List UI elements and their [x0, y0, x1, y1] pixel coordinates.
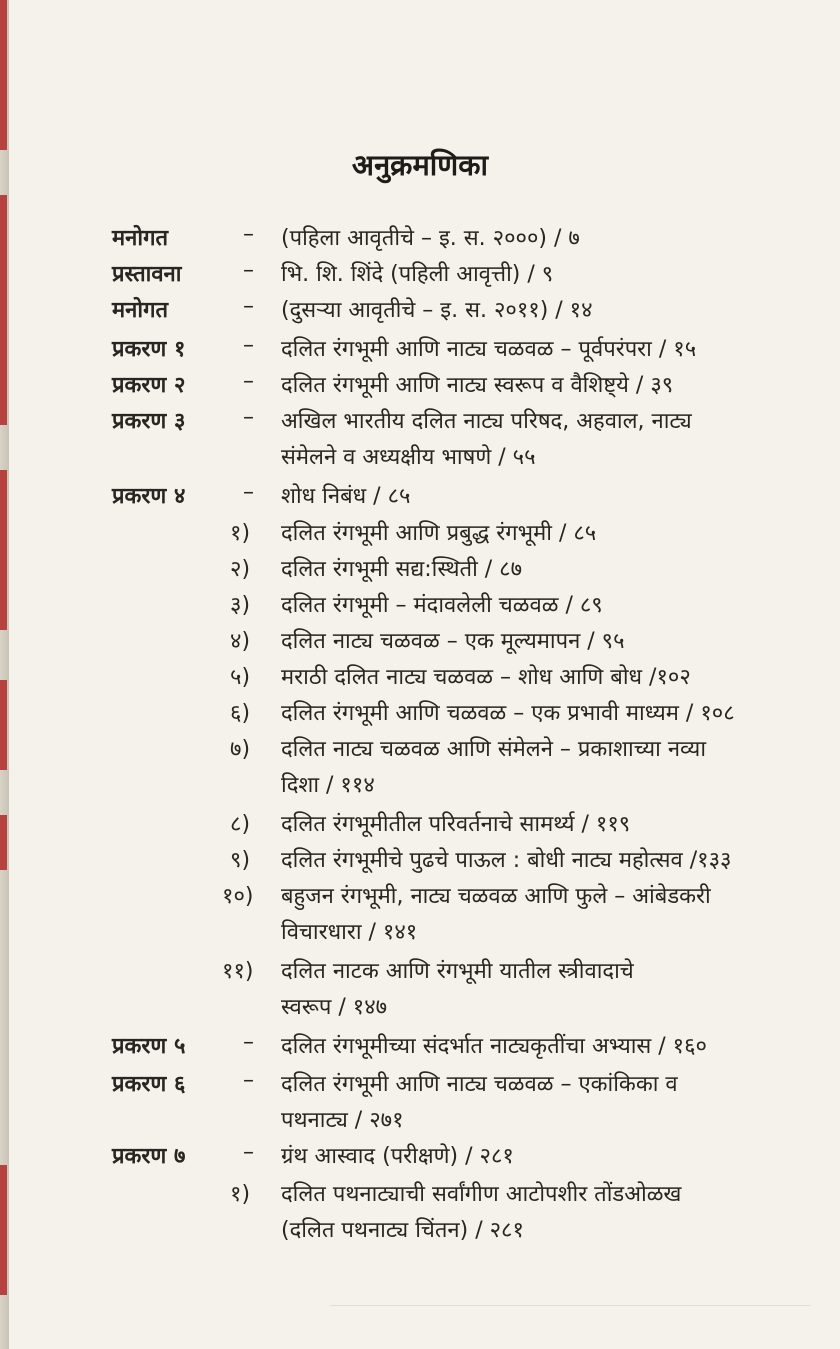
entry-label: प्रकरण ७ — [112, 1144, 186, 1169]
entry-label: प्रस्तावना — [112, 262, 182, 287]
subentry-number: ८) — [230, 812, 251, 837]
entry-label: प्रकरण १ — [112, 337, 186, 362]
subentry-number: २) — [230, 557, 251, 582]
subentry-text: दलित रंगभूमी आणि चळवळ – एक प्रभावी माध्यम / १०८ — [281, 701, 735, 726]
entry-dash: – — [243, 1140, 254, 1165]
subentry-text: दलित रंगभूमी – मंदावलेली चळवळ / ८९ — [281, 593, 603, 618]
entry-dash: – — [243, 1030, 254, 1055]
subentry-text: दलित रंगभूमीचे पुढचे पाऊल : बोधी नाट्य महोत्सव /१३३ — [281, 848, 732, 873]
subentry-text: दलित नाटक आणि रंगभूमी यातील स्त्रीवादाचे — [281, 959, 634, 984]
entry-text: ग्रंथ आस्वाद (परीक्षणे) / २८१ — [281, 1144, 514, 1169]
entry-dash: – — [243, 405, 254, 430]
entry-dash: – — [243, 480, 254, 505]
entry-text: भि. शि. शिंदे (पहिली आवृत्ती) / ९ — [281, 262, 554, 287]
subentry-number: १०) — [222, 884, 254, 909]
entry-label: प्रकरण ५ — [112, 1034, 186, 1059]
entry-text: (पहिला आवृतीचे – इ. स. २०००) / ७ — [281, 226, 580, 251]
entry-dash: – — [243, 333, 254, 358]
subentry-text: दलित रंगभूमीतील परिवर्तनाचे सामर्थ्य / ११९ — [281, 812, 631, 837]
subentry-continuation: (दलित पथनाट्य चिंतन) / २८१ — [281, 1218, 524, 1243]
entry-dash: – — [243, 222, 254, 247]
entry-text: दलित रंगभूमीच्या संदर्भात नाट्यकृतींचा अभ्यास / १६० — [281, 1034, 707, 1059]
entry-label: प्रकरण ३ — [112, 409, 186, 434]
subentry-number: ४) — [230, 629, 251, 654]
subentry-number: ११) — [222, 959, 254, 984]
subentry-text: दलित रंगभूमी सद्य:स्थिती / ८७ — [281, 557, 523, 582]
entry-continuation: संमेलने व अध्यक्षीय भाषणे / ५५ — [281, 445, 536, 470]
entry-continuation: पथनाट्य / २७१ — [281, 1108, 404, 1133]
entry-dash: – — [243, 369, 254, 394]
subentry-text: दलित रंगभूमी आणि प्रबुद्ध रंगभूमी / ८५ — [281, 521, 597, 546]
subentry-text: दलित नाट्य चळवळ आणि संमेलने – प्रकाशाच्या नव्या — [281, 737, 707, 762]
entry-text: शोध निबंध / ८५ — [281, 484, 411, 509]
subentry-continuation: विचारधारा / १४१ — [281, 920, 418, 945]
page-crease-line — [330, 1305, 810, 1306]
entry-text: अखिल भारतीय दलित नाट्य परिषद, अहवाल, नाट्य — [281, 409, 692, 434]
subentry-number: १) — [230, 1182, 251, 1207]
subentry-number: ५) — [230, 665, 251, 690]
entry-label: मनोगत — [112, 226, 168, 251]
subentry-text: दलित नाट्य चळवळ – एक मूल्यमापन / ९५ — [281, 629, 625, 654]
entry-label: प्रकरण ४ — [112, 484, 186, 509]
entry-text: (दुसऱ्या आवृतीचे – इ. स. २०११) / १४ — [281, 298, 593, 323]
subentry-number: १) — [230, 521, 251, 546]
subentry-continuation: स्वरूप / १४७ — [281, 995, 388, 1020]
page-title: अनुक्रमणिका — [351, 148, 489, 182]
entry-dash: – — [243, 258, 254, 283]
entry-text: दलित रंगभूमी आणि नाट्य स्वरूप व वैशिष्ट्ये / ३९ — [281, 373, 674, 398]
subentry-text: दलित पथनाट्याची सर्वांगीण आटोपशीर तोंडओळख — [281, 1182, 682, 1207]
subentry-continuation: दिशा / ११४ — [281, 773, 375, 798]
entry-label: प्रकरण २ — [112, 373, 186, 398]
entry-label: प्रकरण ६ — [112, 1072, 186, 1097]
subentry-number: ७) — [230, 737, 251, 762]
subentry-text: बहुजन रंगभूमी, नाट्य चळवळ आणि फुले – आंबेडकरी — [281, 884, 711, 909]
subentry-number: ९) — [230, 848, 251, 873]
subentry-number: ६) — [230, 701, 251, 726]
entry-text: दलित रंगभूमी आणि नाट्य चळवळ – पूर्वपरंपरा / १५ — [281, 337, 697, 362]
entry-dash: – — [243, 1068, 254, 1093]
entry-text: दलित रंगभूमी आणि नाट्य चळवळ – एकांकिका व — [281, 1072, 678, 1097]
entry-dash: – — [243, 294, 254, 319]
entry-label: मनोगत — [112, 298, 168, 323]
subentry-text: मराठी दलित नाट्य चळवळ – शोध आणि बोध /१०२ — [281, 665, 691, 690]
subentry-number: ३) — [230, 593, 251, 618]
